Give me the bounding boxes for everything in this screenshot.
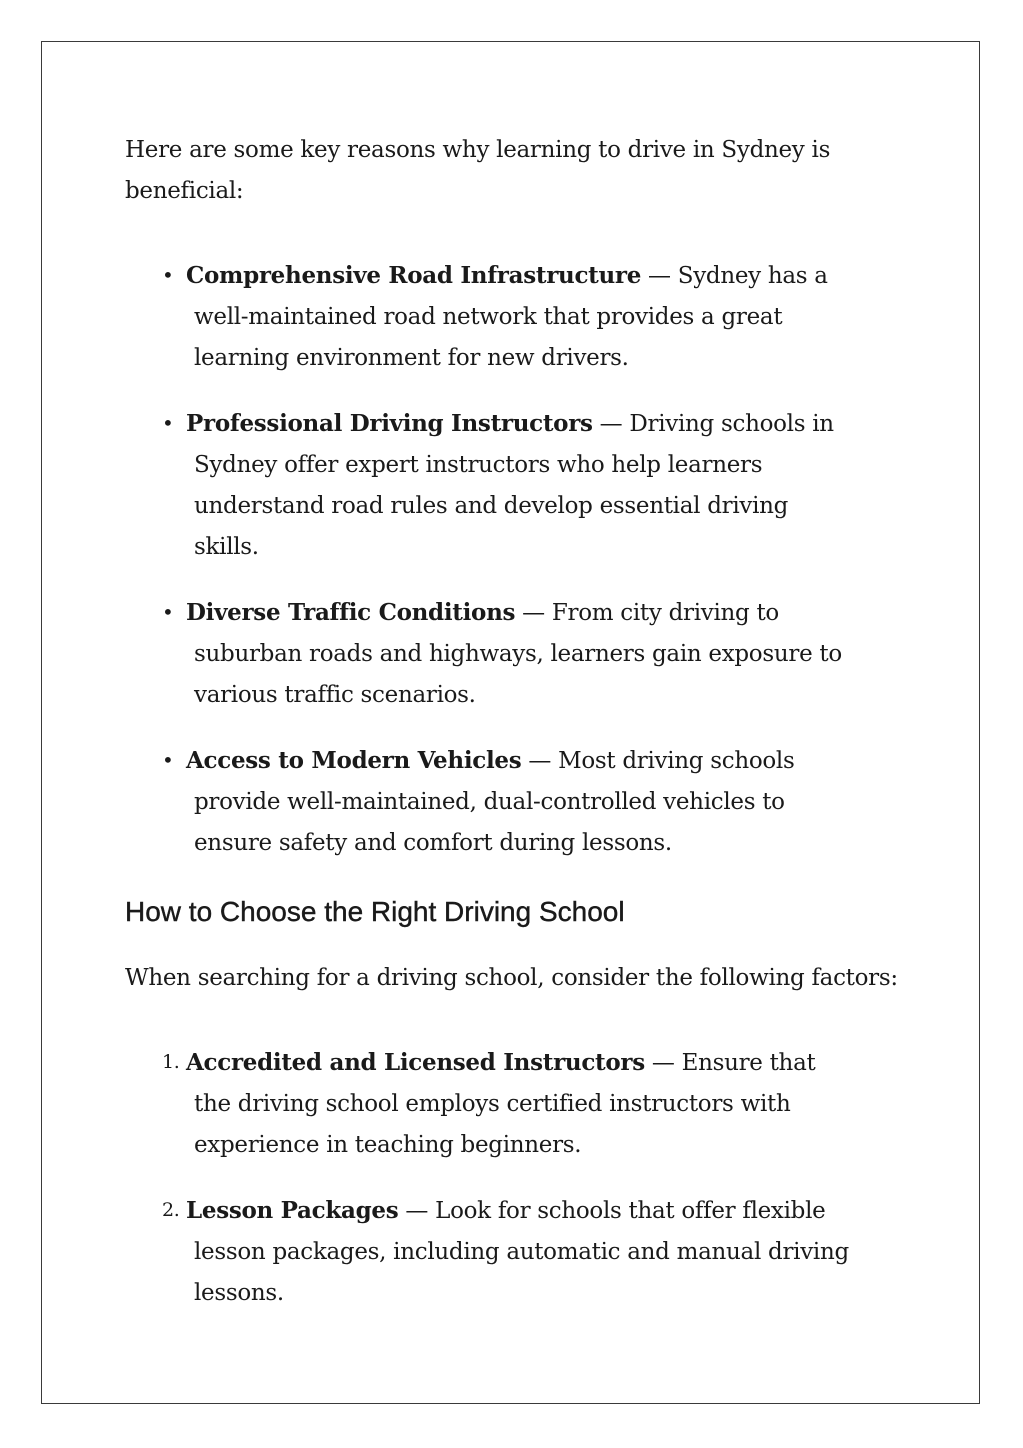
intro-paragraph: Here are some key reasons why learning to drive in Sydney is beneficial:	[125, 137, 831, 204]
page-frame	[41, 41, 980, 1404]
bullet-marker: •	[162, 748, 174, 772]
item-title: Professional Driving Instructors	[186, 410, 593, 437]
list-item	[125, 255, 854, 379]
item-text: — Most driving schools provide well-maintained, dual-controlled vehicles to ensure safety and comfort during lessons.	[194, 748, 795, 856]
item-title: Comprehensive Road Infrastructure	[186, 262, 642, 289]
item-title: Diverse Traffic Conditions	[186, 599, 516, 626]
list-item	[125, 592, 854, 716]
item-text: — From city driving to suburban roads and highways, learners gain exposure to various traffic scenarios.	[194, 600, 842, 708]
reasons-list	[125, 255, 925, 864]
number-marker: 2.	[162, 1199, 180, 1221]
list-item	[125, 403, 854, 568]
document-content	[125, 130, 925, 1338]
item-title: Lesson Packages	[186, 1197, 399, 1224]
bullet-marker: •	[162, 411, 174, 435]
item-title: Access to Modern Vehicles	[186, 747, 522, 774]
list-item	[125, 1190, 854, 1314]
list-item	[125, 740, 854, 864]
item-text: — Driving schools in Sydney offer expert instructors who help learners understand road rules and develop essential driving skills.	[194, 411, 834, 560]
item-text: — Sydney has a well-maintained road network that provides a great learning environment for new drivers.	[194, 263, 828, 371]
list-item	[125, 1042, 854, 1166]
item-text: — Look for schools that offer flexible lesson packages, including automatic and manual driving lessons.	[194, 1198, 849, 1306]
number-marker: 1.	[162, 1051, 180, 1073]
bullet-marker: •	[162, 263, 174, 287]
section-heading: How to Choose the Right Driving School	[125, 896, 625, 927]
factors-list	[125, 1042, 925, 1314]
item-text: — Ensure that the driving school employs certified instructors with experience in teaching beginners.	[194, 1050, 816, 1158]
section-lead-paragraph: When searching for a driving school, consider the following factors:	[125, 965, 898, 991]
bullet-marker: •	[162, 600, 174, 624]
item-title: Accredited and Licensed Instructors	[186, 1049, 645, 1076]
